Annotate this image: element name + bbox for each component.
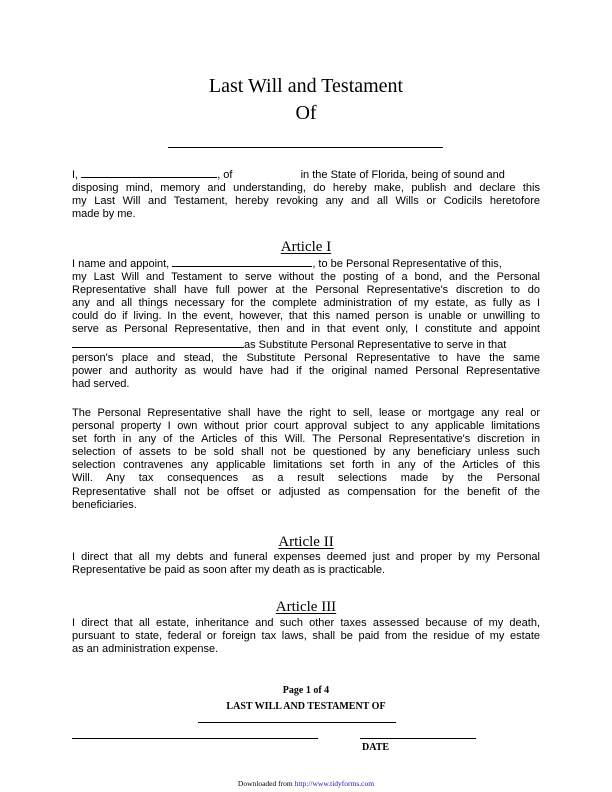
article-1-line: power and authority as would have had if the original named Personal Representative (72, 364, 540, 377)
article-1-text: as Substitute Personal Representative to serve in that (244, 338, 507, 351)
article-3-line: as an administration expense. (72, 643, 219, 656)
intro-line: my Last Will and Testament, hereby revoking any and all Wills or Codicils heretofore (72, 195, 540, 208)
document-title: Last Will and Testament (208, 75, 404, 97)
downloaded-from (0, 779, 612, 788)
article-3-line: pursuant to state, federal or foreign tax laws, shall be paid from the residue of my estate (72, 630, 540, 643)
page-number: Page 1 of 4 (282, 685, 330, 696)
article-3-paragraph (72, 617, 540, 656)
article-1-line: person's place and stead, the Substitute Personal Representative to have the same (72, 351, 540, 364)
testator-name-field[interactable] (168, 147, 443, 148)
intro-paragraph (72, 167, 540, 221)
intro-name-field[interactable] (81, 167, 217, 178)
article-1-line: my Last Will and Testament to serve without the posting of a bond, and the Personal (72, 271, 540, 284)
article-1-line: Will. Any tax consequences as a result selections made by the Personal (72, 472, 540, 485)
article-1-heading: Article I (280, 239, 332, 255)
intro-text: I, (72, 169, 79, 181)
source-link[interactable]: http://www.tidyforms.com (294, 779, 375, 788)
article-2-heading: Article II (278, 534, 334, 550)
article-1-line: any and all things necessary for the complete administration of my estate, as fully as I (72, 297, 540, 310)
article-2-line: I direct that all my debts and funeral expenses deemed just and proper by my Personal (72, 551, 540, 563)
document-title-of: Of (295, 102, 317, 124)
intro-line: disposing mind, memory and understanding, do hereby make, publish and declare this (72, 182, 540, 195)
article-1-line: Representative shall not be offset or adjusted as compensation for the benefit of the (72, 485, 540, 498)
date-label: DATE (362, 742, 390, 753)
article-1-line: beneficiaries. (72, 498, 137, 511)
article-1-text: I name and appoint, (72, 258, 170, 270)
article-1-text: , to be Personal Representative of this, (312, 258, 502, 270)
article-2-paragraph (72, 551, 540, 577)
signature-field[interactable] (72, 738, 318, 739)
intro-county-field[interactable] (236, 168, 298, 178)
article-1-line: The Personal Representative shall have the right to sell, lease or mortgage any real or (72, 407, 540, 419)
substitute-representative-field[interactable] (72, 337, 244, 348)
footer-name-field[interactable] (198, 722, 396, 723)
article-3-heading: Article III (275, 599, 337, 615)
downloaded-prefix: Downloaded from (237, 779, 293, 788)
article-1-line: could do if living. In the event, however, that this named person is unable or unwilling to (72, 310, 540, 323)
article-1-line: Representative shall have full power at the Personal Representative's discretion to do (72, 284, 540, 297)
article-3-line: I direct that all estate, inheritance and such other taxes assessed because of my death, (72, 617, 540, 629)
article-1-line: personal property I own without prior court approval subject to any applicable limitations (72, 420, 540, 433)
article-1-line: had served. (72, 377, 130, 390)
article-1-line: selection of assets to be sold shall not be questioned by any beneficiary unless such (72, 446, 540, 459)
article-1-line: selection contravenes any applicable limitations set forth in any of the Articles of this (72, 459, 540, 472)
article-1-line: serve as Personal Representative, then and in that event only, I constitute and appoint (72, 323, 540, 336)
intro-line: made by me. (72, 208, 136, 221)
footer-heading: LAST WILL AND TESTAMENT OF (226, 701, 386, 712)
date-field[interactable] (360, 738, 476, 739)
article-2-line: Representative be paid as soon after my death as is practicable. (72, 564, 386, 577)
article-1-paragraph-2 (72, 407, 540, 512)
intro-text: in the State of Florida, being of sound and (300, 169, 505, 181)
personal-representative-field[interactable] (172, 256, 312, 267)
intro-text: , of (217, 169, 233, 181)
article-1-line: set forth in any of the Articles of this Will. The Personal Representative's discretion in (72, 433, 540, 446)
article-1-paragraph-1 (72, 256, 540, 391)
